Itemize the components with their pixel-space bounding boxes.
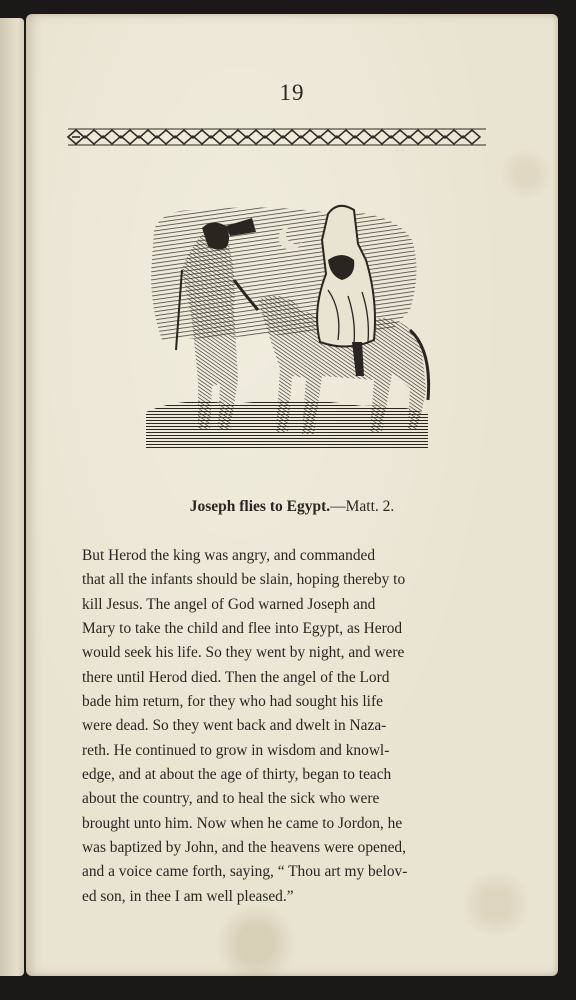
woodcut-illustration xyxy=(142,200,432,450)
text-line: kill Jesus. The angel of God warned Joseph and xyxy=(82,595,376,613)
text-line: ed son, in thee I am well pleased.” xyxy=(82,887,294,905)
text-line: brought unto him. Now when he came to Jordon, he xyxy=(82,814,403,832)
text-line: bade him return, for they who had sought his life xyxy=(82,693,383,711)
caption-reference: —Matt. 2. xyxy=(330,498,395,515)
text-line: But Herod the king was angry, and commanded xyxy=(82,547,376,564)
text-line: reth. He continued to grow in wisdom and knowl- xyxy=(82,741,390,759)
text-line: there until Herod died. Then the angel of the Lord xyxy=(82,668,390,686)
caption-title: Joseph flies to Egypt. xyxy=(189,498,331,515)
text-line: edge, and at about the age of thirty, began to teach xyxy=(82,766,392,784)
page-number: 19 xyxy=(279,80,305,105)
body-text xyxy=(82,544,498,909)
ornamental-rule xyxy=(66,126,488,148)
text-line: and a voice came forth, saying, “ Thou art my belov- xyxy=(82,863,408,881)
illustration-caption xyxy=(26,498,558,516)
book-page xyxy=(26,14,558,976)
text-line: Mary to take the child and flee into Egypt, as Herod xyxy=(82,620,403,638)
text-line: that all the infants should be slain, hoping thereby to xyxy=(82,571,406,589)
text-line: would seek his life. So they went by night, and were xyxy=(82,644,405,662)
facing-page-edge xyxy=(0,18,24,976)
text-line: about the country, and to heal the sick who were xyxy=(82,790,380,808)
text-line: was baptized by John, and the heavens were opened, xyxy=(82,839,406,857)
text-line: were dead. So they went back and dwelt in Naza- xyxy=(82,717,387,735)
